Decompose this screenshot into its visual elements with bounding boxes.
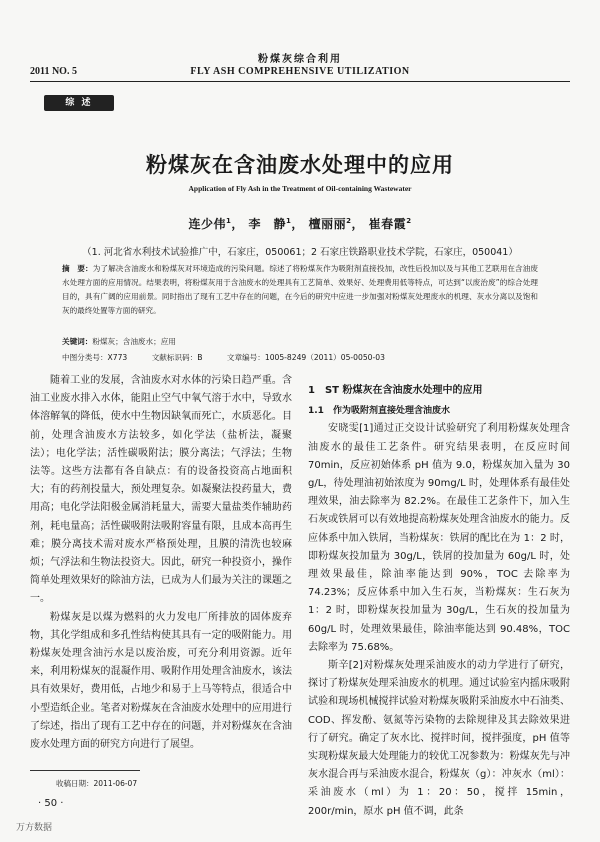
abstract-text: 为了解决含油废水和粉煤灰对环境造成的污染问题。综述了将粉煤灰作为吸附剂直接投加，改性后投加以及与其他工艺联用在含油废水处理方面的应用情况。结果表明，将粉煤灰用于含油废水的处理具有工艺简单、效果好、处理费用低等特点，可达到“以废治废”的综合处理目的，具有广阔的应用前景。同时指出了现有工艺中存在的问题，在今后的研究中应进一步加强对粉煤灰处理废水的机理、灰水分离以及饱和灰的最终处置等方面的研究。 [62, 264, 538, 315]
keywords [62, 336, 538, 347]
affiliation: （1. 河北省水利技术试验推广中，石家庄，050061；2 石家庄铁路职业技术学院，石家庄，050041） [82, 247, 518, 258]
received-date: 收稿日期：2011-06-07 [56, 779, 138, 788]
clc-number: 中图分类号：X773 [62, 353, 128, 362]
abstract [62, 262, 538, 318]
body-right-column [308, 382, 570, 821]
journal-title-cn: 粉煤灰综合利用 [258, 54, 342, 65]
issue-number: 2011 NO. 5 [30, 66, 77, 77]
document-code: 文献标识码：B [151, 353, 203, 362]
article-title: 粉煤灰在含油废水处理中的应用 [146, 153, 454, 177]
section-heading: 1 ST 粉煤灰在含油废水处理中的应用 [308, 385, 483, 396]
abstract-label: 摘 要： [62, 264, 93, 273]
body-paragraph: 斯辛[2]对粉煤灰处理采油废水的动力学进行了研究，探讨了粉煤灰处理采油废水的机理。通过试验室内摇床吸附试验和现场机械搅拌试验对粉煤灰吸附采油废水中石油类、COD、挥发酚、氨氮等污染物的去除规律及其去除效果进行了研究。确定了灰水比、搅拌时间，搅拌强度，pH 值等实现粉煤灰最大处理能力的较优工况参数为：粉煤灰先与冲灰水混合再与采油废水混合，粉煤灰（g）：冲灰水（ml）：采油废水（ml）为 1：20：50，搅拌 15min，200r/min，原水 pH 值不调，此条 [308, 660, 570, 817]
keywords-text: 粉煤灰；含油废水；应用 [92, 337, 176, 346]
author: 连少伟$^1$ [188, 217, 232, 231]
page-number: · 50 · [38, 798, 64, 809]
author: 李 静$^1$ [248, 217, 292, 231]
article-title-en: Application of Fly Ash in the Treatment of Oil-containing Wastewater [188, 184, 412, 193]
classification-line [62, 352, 538, 363]
author: 檀丽丽$^2$ [308, 217, 352, 231]
body-paragraph: 随着工业的发展，含油废水对水体的污染日趋严重。含油工业废水排入水体，能阻止空气中氧气溶于水中，导致水体溶解氧的降低，使水中生物因缺氧而死亡，水质恶化。目前，处理含油废水方法较多，如化学法（盐析法，凝聚法）；电化学法；活性碳吸附法；膜分离法；气浮法；生物法等。这些方法都有各自缺点：有的设备投资高占地面积大；有的药剂投量大，预处理复杂。如凝聚法投药量大，费用高；电化学法阳极金属消耗量大，需要大量盐类作辅助药剂，耗电量高；活性碳吸附法吸附容量有限，且成本高再生难；膜分离技术需对废水严格预处理，且膜的清洗也较麻烦；气浮法和生物法投资大。因此，研究一种投资小，操作简单处理效果好的除油方法，已成为人们最为关注的课题之一。 [30, 375, 292, 605]
author-list: 连少伟$^1$， 李 静$^1$， 檀丽丽$^2$， 崔春霞$^2$ [188, 217, 412, 231]
watermark: 万方数据 [16, 823, 53, 833]
journal-title-en: FLY ASH COMPREHENSIVE UTILIZATION [190, 66, 410, 77]
body-paragraph: 粉煤灰是以煤为燃料的火力发电厂所排放的固体废弃物，其化学组成和多孔性结构使其具有一定的吸附能力。用粉煤灰处理含油污水是以废治废，可充分利用资源。近年来，利用粉煤灰的混凝作用、吸附作用处理含油废水，该法具有效果好，费用低，占地少和易于上马等特点，很适合中小型造纸企业。笔者对粉煤灰在含油废水处理中的应用进行了综述，指出了现有工艺中存在的问题，并对粉煤灰在含油废水处理方面的研究方向进行了展望。 [30, 611, 292, 751]
header-rule [30, 81, 570, 82]
keywords-label: 关键词： [62, 337, 93, 346]
footnote-rule [30, 770, 140, 771]
body-left-column [30, 372, 292, 754]
section-tag: 综 述 [44, 95, 114, 111]
article-number: 文章编号：1005-8249（2011）05-0050-03 [226, 353, 385, 362]
subsection-heading: 1.1 作为吸附剂直接处理含油废水 [308, 406, 450, 417]
body-paragraph: 安晓雯[1]通过正交设计试验研究了利用粉煤灰处理含油废水的最佳工艺条件。研究结果表明，在反应时间 70min，反应初始体系 pH 值为 9.0，粉煤灰加入量为 30 g/L，待处理油初始浓度为 90mg/L 时，处理体系有最佳处理效果，油去除率为 82.2%。在最佳工艺条件下，加入生石灰或铁屑可以有效地提高粉煤灰处理含油废水的能力。反应体系中加入铁屑，当粉煤灰：铁屑的配比在为 1：2 时，即粉煤灰投加量为 30g/L，铁屑的投加量为 60g/L 时，处理效果最佳，除油率能达到 90%，TOC 去除率为 74.23%；反应体系中加入生石灰，当粉煤灰：生石灰为 1：2 时，即粉煤灰投加量为 30g/L，生石灰的投加量为 60g/L 时，处理效果最佳，除油率能达到 90.48%，TOC 去除率为 75.68%。 [308, 423, 570, 653]
author: 崔春霞$^2$ [368, 217, 412, 231]
